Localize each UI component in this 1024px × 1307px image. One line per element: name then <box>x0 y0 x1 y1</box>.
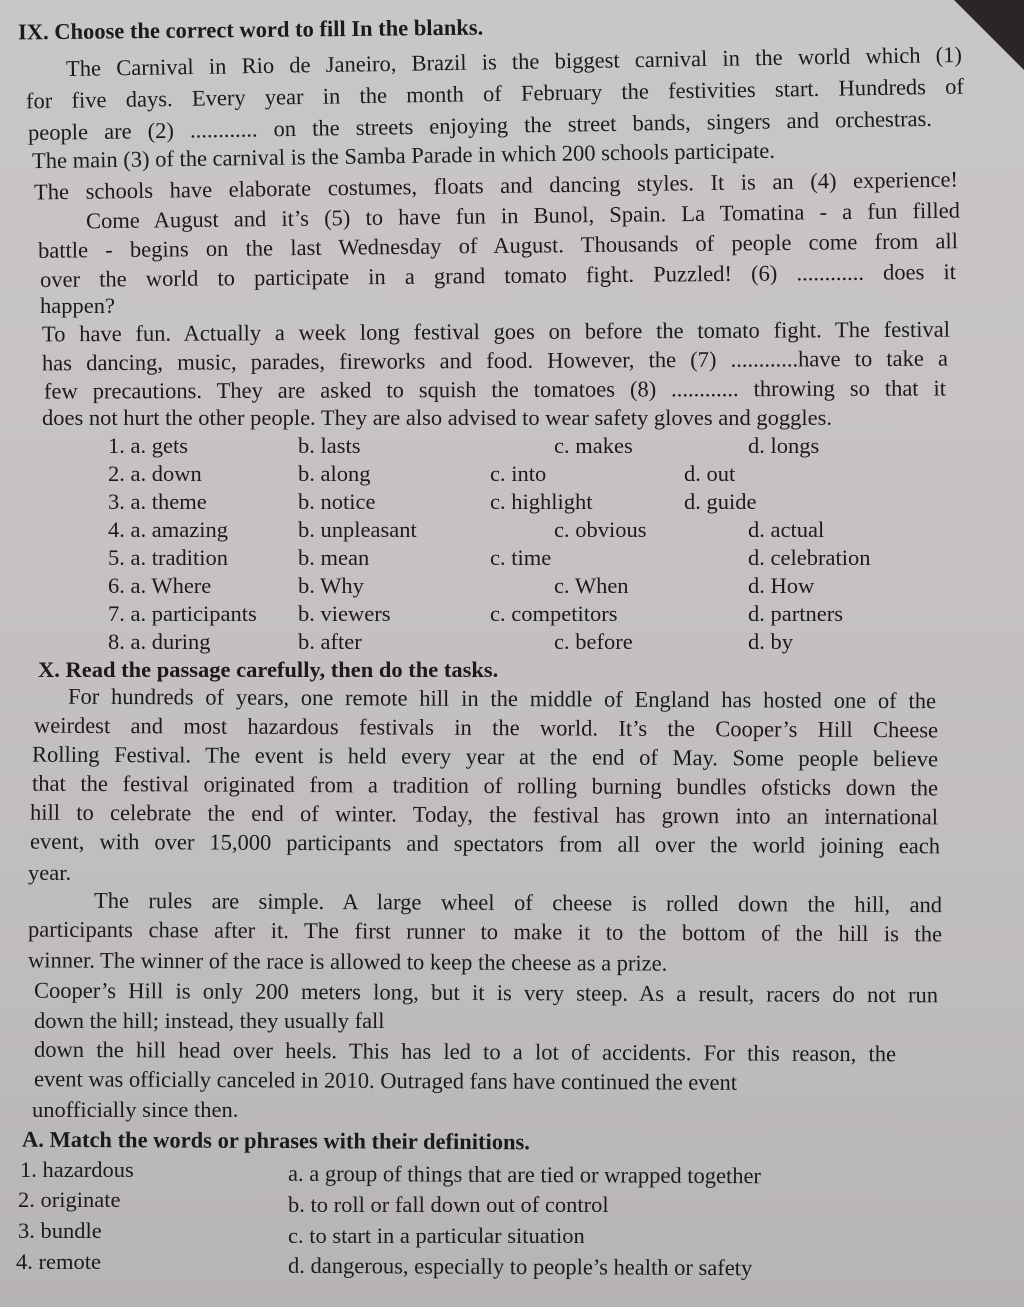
option-6b: b. Why <box>298 573 364 598</box>
passage-line: for five days. Every year in the month of February the festivities start. Hundreds of <box>25 73 965 114</box>
passage-line: year. <box>28 860 72 885</box>
passage-line: participants chase after it. The first runner to make it to the bottom of the hill is the <box>27 916 943 947</box>
option-2d: d. out <box>684 461 736 486</box>
option-1a: 1. a. gets <box>108 433 188 458</box>
passage-line: The rules are simple. A large wheel of cheese is rolled down the hill, and <box>93 887 943 918</box>
passage-line: down the hill head over heels. This has led to a lot of accidents. For this reason, the <box>33 1036 897 1067</box>
option-7a: 7. a. participants <box>108 601 257 626</box>
option-6a: 6. a. Where <box>108 573 212 598</box>
match-word-2: 2. originate <box>18 1187 121 1212</box>
match-word-3: 3. bundle <box>18 1218 102 1243</box>
option-3d: d. guide <box>684 489 757 514</box>
option-3c: c. highlight <box>490 489 593 514</box>
passage-line: The main (3) of the carnival is the Samba Parade in which 200 schools participate. <box>31 137 776 174</box>
passage-line: Rolling Festival. The event is held every year at the end of May. Some people believe <box>31 741 939 772</box>
match-word-4: 4. remote <box>16 1249 101 1274</box>
passage-line: battle - begins on the last Wednesday of August. Thousands of people come from all <box>37 228 959 263</box>
option-3a: 3. a. theme <box>108 489 207 514</box>
option-3b: b. notice <box>298 489 376 514</box>
passage-line: To have fun. Actually a week long festival goes on before the tomato fight. The festival <box>41 316 951 347</box>
passage-line: does not hurt the other people. They are also advised to wear safety gloves and goggles. <box>42 405 832 430</box>
passage-line: down the hill; instead, they usually fall <box>34 1008 385 1033</box>
option-5c: c. time <box>490 545 552 570</box>
passage-line: has dancing, music, parades, fireworks and food. However, the (7) ............have to take a <box>41 345 949 376</box>
task-a-heading: A. Match the words or phrases with their definitions. <box>21 1126 530 1155</box>
option-8b: b. after <box>298 629 362 654</box>
option-4d: d. actual <box>748 517 825 542</box>
passage-line: For hundreds of years, one remote hill in the middle of England has hosted one of the <box>67 683 937 714</box>
passage-line: event, with over 15,000 participants and spectators from all over the world joining each <box>29 828 941 859</box>
option-5d: d. celebration <box>748 545 871 570</box>
passage-line: The schools have elaborate costumes, floats and dancing styles. It is an (4) experience! <box>33 166 959 205</box>
option-7c: c. competitors <box>490 601 618 626</box>
option-8d: d. by <box>748 629 793 654</box>
section-x-heading: X. Read the passage carefully, then do the tasks. <box>38 657 499 682</box>
option-4b: b. unpleasant <box>298 517 417 542</box>
passage-line: The Carnival in Rio de Janeiro, Brazil is the biggest carnival in the world which (1) <box>65 41 963 82</box>
option-8c: c. before <box>554 629 633 654</box>
passage-line: winner. The winner of the race is allowed to keep the cheese as a prize. <box>27 947 668 976</box>
option-2c: c. into <box>490 461 547 486</box>
passage-line: people are (2) ............ on the streets enjoying the street bands, singers and orchestras. <box>27 105 933 146</box>
match-definition-c: c. to start in a particular situation <box>288 1223 585 1248</box>
option-4a: 4. a. amazing <box>108 517 228 542</box>
passage-line: few precautions. They are asked to squish the tomatoes (8) ............ throwing so that it <box>43 375 947 404</box>
match-definition-b: b. to roll or fall down out of control <box>288 1192 609 1217</box>
passage-line: Come August and it’s (5) to have fun in Bunol, Spain. La Tomatina - a fun filled <box>85 197 961 234</box>
option-2a: 2. a. down <box>108 461 202 486</box>
option-1b: b. lasts <box>298 433 361 458</box>
section-ix-heading: IX. Choose the correct word to fill In the blanks. <box>17 14 484 45</box>
passage-line: that the festival originated from a tradition of rolling burning bundles ofsticks down the <box>31 770 939 801</box>
option-4c: c. obvious <box>554 517 647 542</box>
match-definition-d: d. dangerous, especially to people’s health or safety <box>287 1252 753 1281</box>
option-1c: c. makes <box>554 433 633 458</box>
option-5a: 5. a. tradition <box>108 545 228 570</box>
option-8a: 8. a. during <box>108 629 211 654</box>
passage-line: over the world to participate in a grand tomato fight. Puzzled! (6) ............ does it <box>39 259 957 292</box>
passage-line: Cooper’s Hill is only 200 meters long, but it is very steep. As a result, racers do not run <box>33 977 939 1008</box>
option-6d: d. How <box>748 573 815 598</box>
option-5b: b. mean <box>298 545 370 570</box>
option-6c: c. When <box>554 573 629 598</box>
passage-line: hill to celebrate the end of winter. Today, the festival has grown into an international <box>29 799 939 830</box>
option-7b: b. viewers <box>298 601 391 626</box>
passage-line: happen? <box>40 293 115 318</box>
passage-line: event was officially canceled in 2010. Outraged fans have continued the event <box>33 1066 738 1095</box>
option-2b: b. along <box>298 461 371 486</box>
match-definition-a: a. a group of things that are tied or wrapped together <box>287 1160 762 1189</box>
match-word-1: 1. hazardous <box>20 1157 134 1182</box>
passage-line: unofficially since then. <box>32 1097 239 1122</box>
passage-line: weirdest and most hazardous festivals in the world. It’s the Cooper’s Hill Cheese <box>33 712 939 743</box>
option-7d: d. partners <box>748 601 843 626</box>
option-1d: d. longs <box>748 433 820 458</box>
